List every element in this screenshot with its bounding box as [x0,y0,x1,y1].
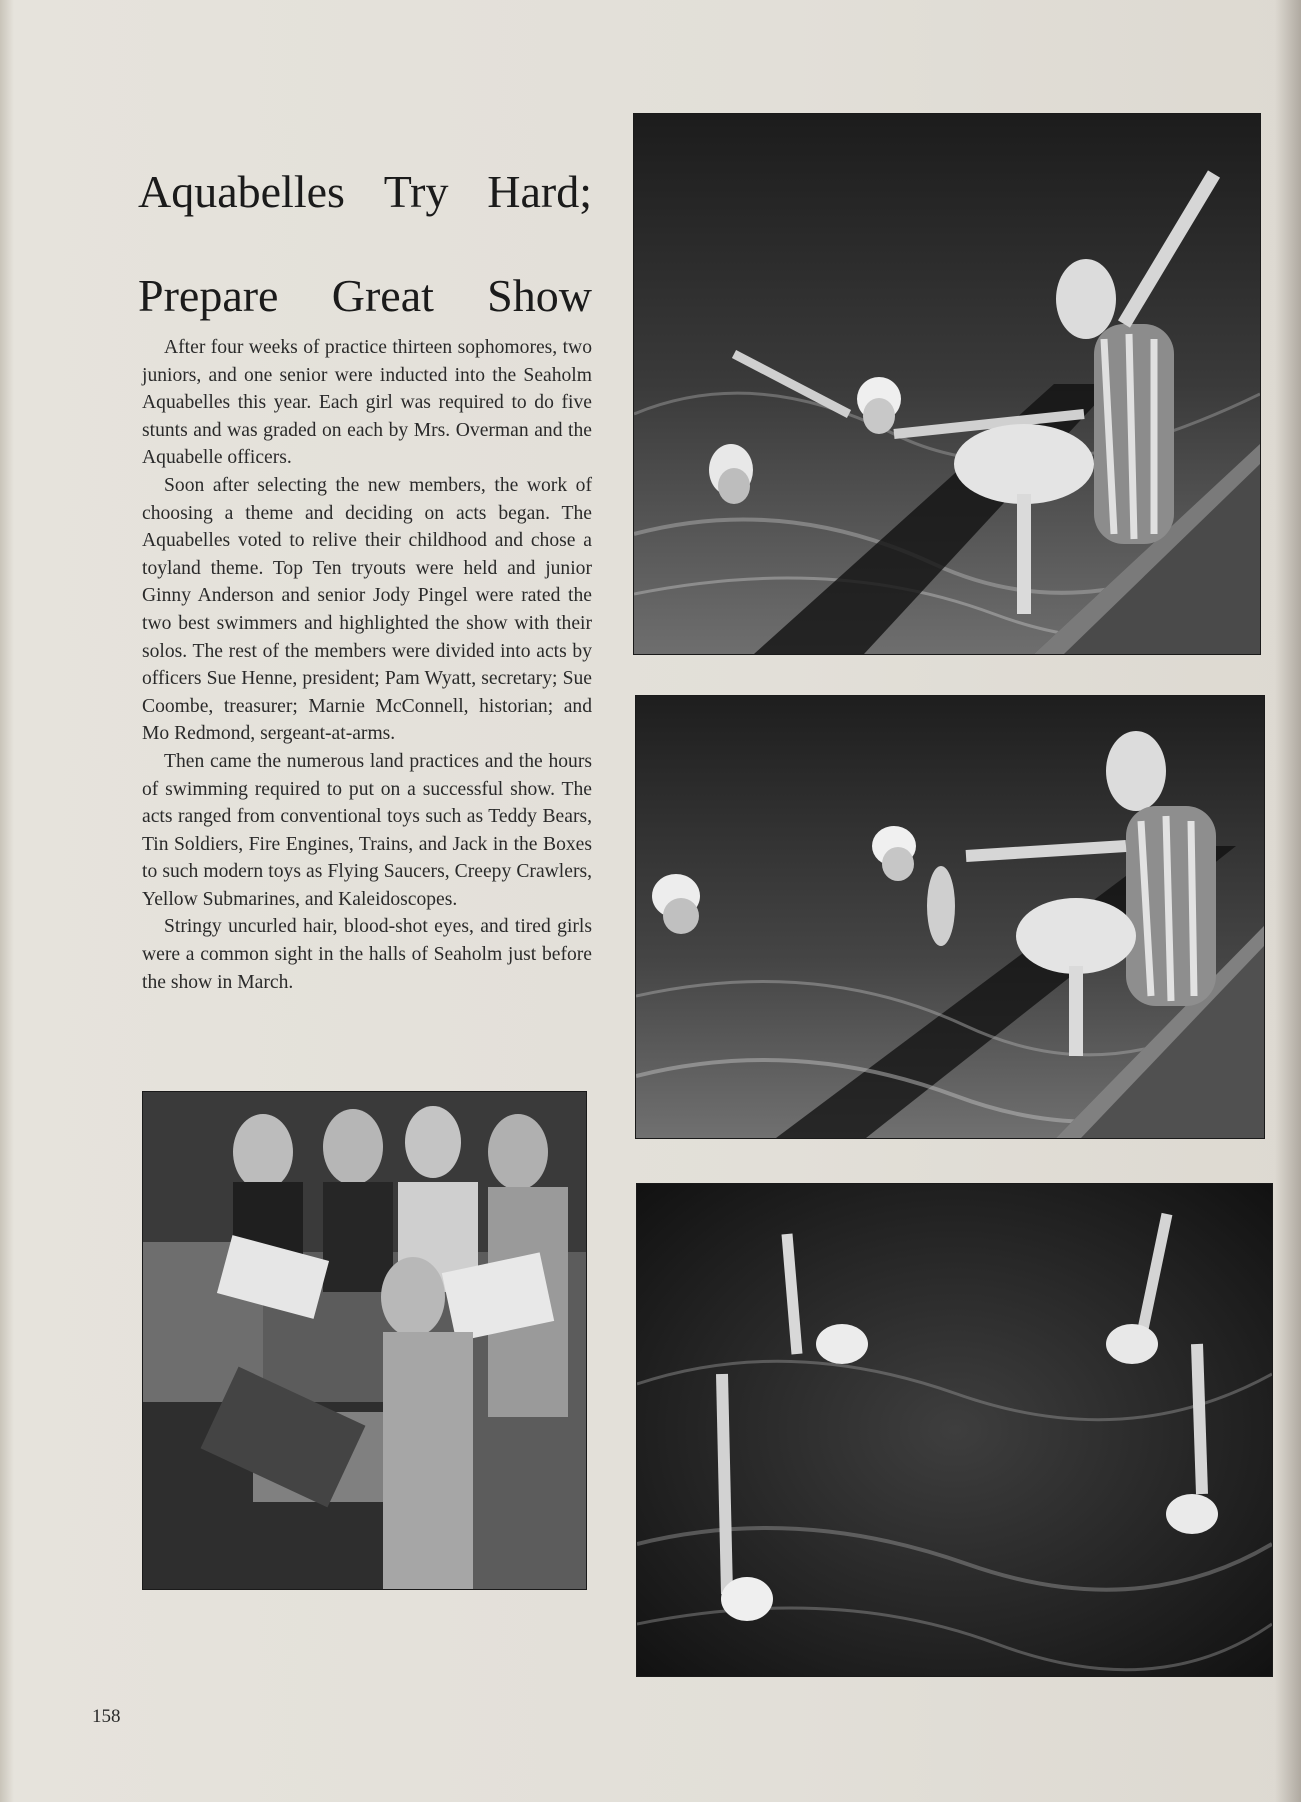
title-word: Prepare [138,270,279,321]
page-number: 158 [92,1706,121,1727]
title-word: Show [487,270,592,321]
title-word: Try [383,166,449,217]
photo-girls-records [143,1092,586,1589]
photo-pool-edge [636,696,1264,1138]
article-title [138,140,592,348]
photo-swimmers-raised-arms [637,1184,1272,1676]
title-word: Great [331,270,434,321]
article-paragraph: After four weeks of practice thirteen sophomores, two juniors, and one senior were inducted into the Seaholm Aquabelles this year. Each girl was required to do five stunts and was graded on each by Mrs. Overman and the Aquabelle officers. [142,337,592,469]
photo-pool-reaching [634,114,1260,654]
article-paragraph: Stringy uncurled hair, blood-shot eyes, and tired girls were a common sight in the halls of Seaholm just before the show in March. [142,916,592,993]
article-paragraph: Then came the numerous land practices and the hours of swimming required to put on a successful show. The acts ranged from conventional toys such as Teddy Bears, Tin Soldiers, Fire Engines, Trains, and Jack in the Boxes to such modern toys as Flying Saucers, Creepy Crawlers, Yellow Submarines, and Kaleidoscopes. [142,750,592,910]
title-line-2 [138,244,592,348]
title-word: Aquabelles [138,166,345,217]
title-line-1 [138,140,592,244]
title-word: Hard; [487,166,592,217]
article-body [142,334,592,996]
article-paragraph: Soon after selecting the new members, the work of choosing a theme and deciding on acts began. The Aquabelles voted to relive their childhood and chose a toyland theme. Top Ten tryouts were held and junior Ginny Anderson and senior Jody Pingel were rated the two best swimmers and highlighted the show with their solos. The rest of the members were divided into acts by officers Sue Henne, president; Pam Wyatt, secretary; Sue Coombe, treasurer; Marnie McConnell, historian; and Mo Redmond, sergeant-at-arms. [142,474,592,745]
page-spine-shadow [1275,0,1301,1802]
